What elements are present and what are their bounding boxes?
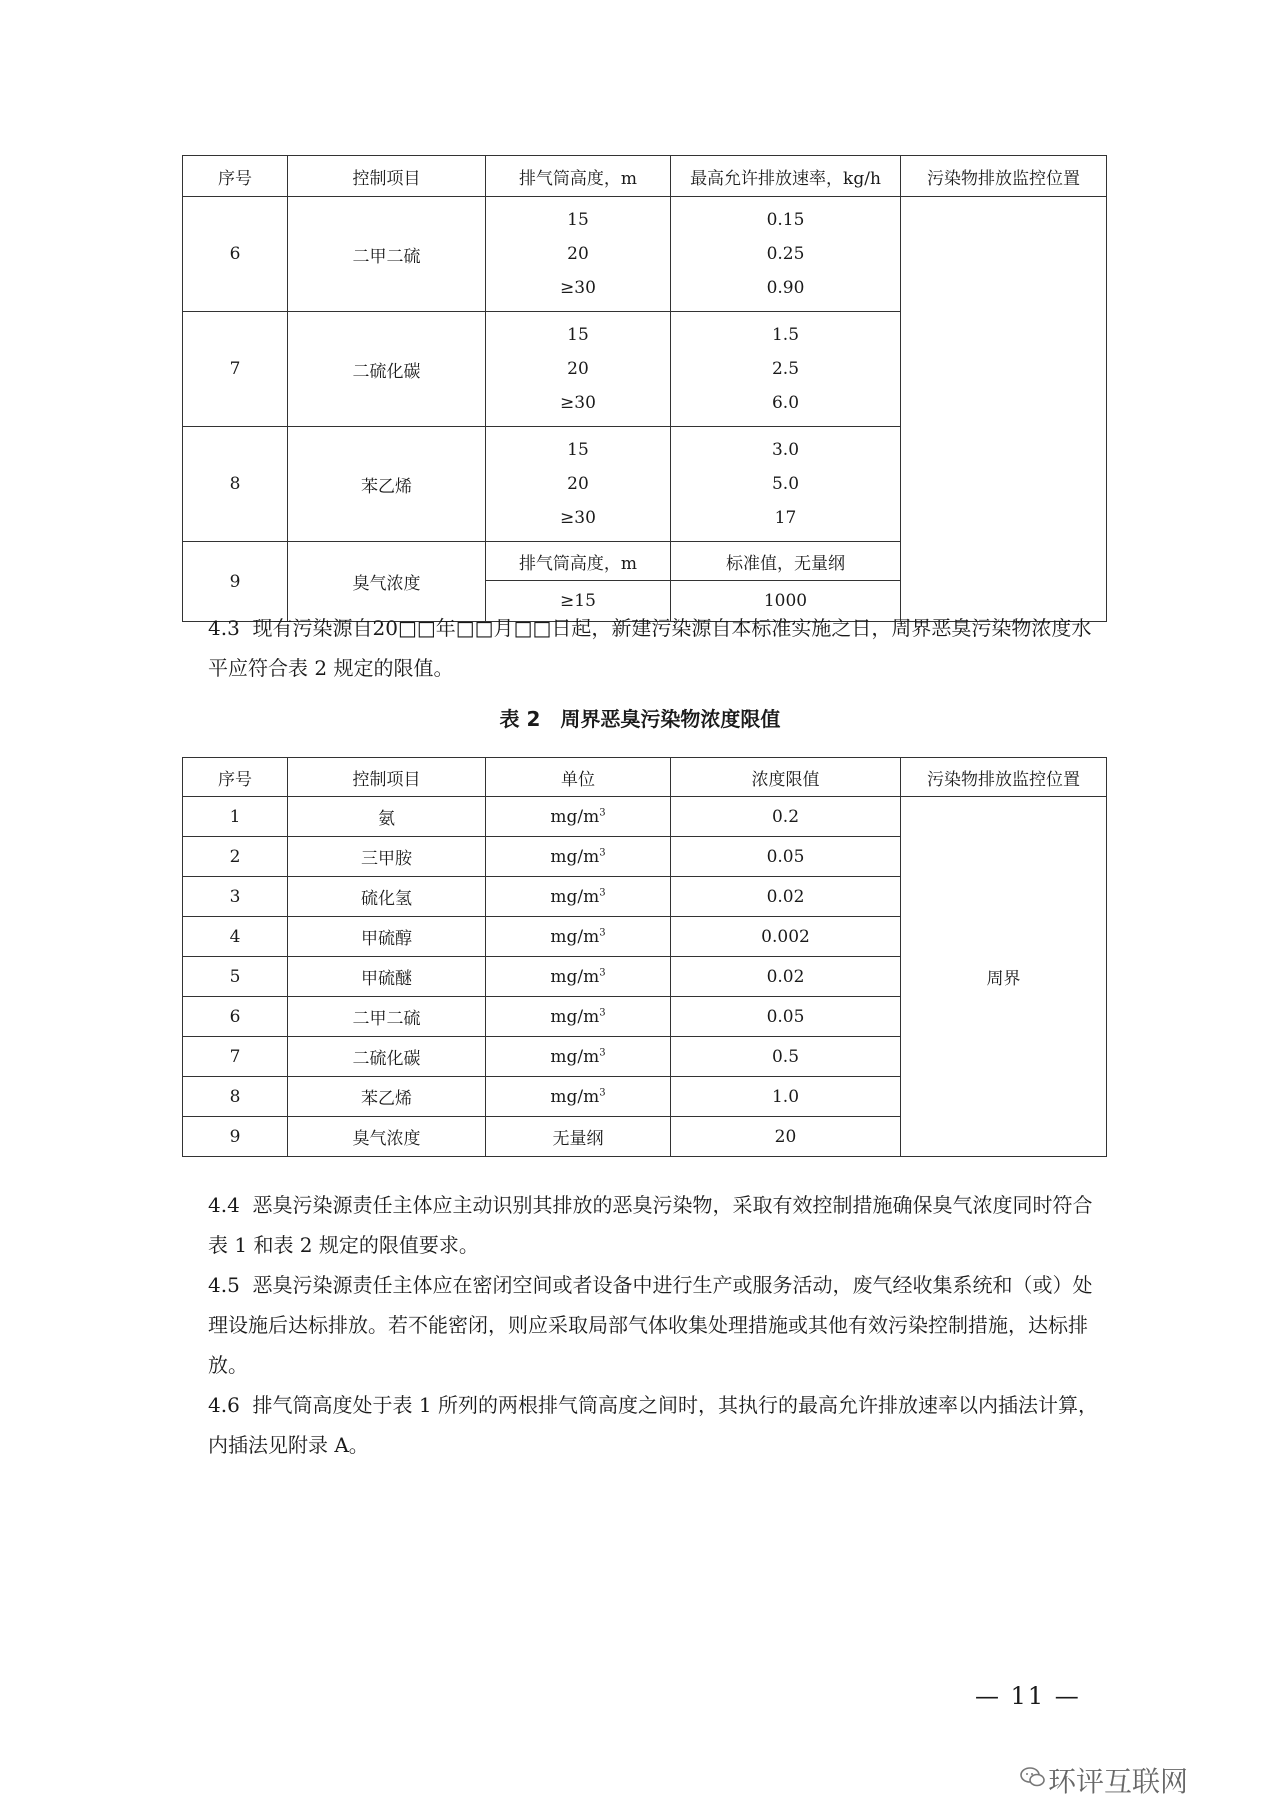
height-value: ≥30 (560, 278, 596, 298)
table-header-row (183, 156, 1107, 197)
header-cell: 控制项目 (288, 758, 486, 797)
header-cell: 污染物排放监控位置 (901, 758, 1107, 797)
page-number: — 11 — (975, 1682, 1081, 1710)
concentration-limit-table (182, 757, 1107, 1157)
header-cell: 浓度限值 (671, 758, 901, 797)
row-number: 7 (183, 1037, 288, 1077)
limit-value: 0.5 (671, 1037, 901, 1077)
table-header-row (183, 758, 1107, 797)
clause-number: 4.5 (208, 1273, 240, 1297)
rate-value: 6.0 (771, 393, 800, 413)
height-value: 15 (567, 210, 589, 230)
control-item: 二甲二硫 (288, 997, 486, 1037)
limit-value: 20 (671, 1117, 901, 1157)
header-cell: 排气筒高度，m (486, 156, 671, 197)
limit-value: 0.002 (671, 917, 901, 957)
emission-rates (671, 312, 901, 427)
height-value: 20 (567, 359, 589, 379)
clause-number: 4.6 (208, 1393, 240, 1417)
control-item: 氨 (288, 797, 486, 837)
rate-value: 0.15 (766, 210, 805, 230)
control-item: 二硫化碳 (288, 1037, 486, 1077)
control-item: 硫化氢 (288, 877, 486, 917)
height-value: 15 (567, 325, 589, 345)
row-number: 1 (183, 797, 288, 837)
standard-value: 1000 (671, 581, 901, 622)
table-row (183, 797, 1107, 837)
unit-cell: $mg/m^3$ (486, 837, 671, 877)
paragraph-4-6 (208, 1385, 1098, 1465)
height-value: 20 (567, 474, 589, 494)
height-value: 15 (567, 440, 589, 460)
limit-value: 0.02 (671, 957, 901, 997)
row-number: 4 (183, 917, 288, 957)
stack-heights (486, 197, 671, 312)
unit-cell: $mg/m^3$ (486, 917, 671, 957)
row-number: 7 (183, 312, 288, 427)
header-cell: 污染物排放监控位置 (901, 156, 1107, 197)
rate-value: 3.0 (771, 440, 800, 460)
limit-value: 0.2 (671, 797, 901, 837)
sub-header-cell: 标准值，无量纲 (671, 542, 901, 581)
unit-cell: $mg/m^3$ (486, 797, 671, 837)
control-item: 臭气浓度 (288, 1117, 486, 1157)
clause-number: 4.3 (208, 616, 240, 640)
unit-cell: 无量纲 (486, 1117, 671, 1157)
height-value: ≥30 (560, 508, 596, 528)
row-number: 5 (183, 957, 288, 997)
control-item: 甲硫醇 (288, 917, 486, 957)
row-number: 9 (183, 542, 288, 622)
row-number: 8 (183, 1077, 288, 1117)
emission-rate-table (182, 155, 1107, 622)
control-item: 臭气浓度 (288, 542, 486, 622)
paragraph-4-5 (208, 1265, 1098, 1385)
rate-value: 5.0 (771, 474, 800, 494)
emission-rates (671, 427, 901, 542)
clause-text: 排气筒高度处于表 1 所列的两根排气筒高度之间时，其执行的最高允许排放速率以内插法计算，内插法见附录 A。 (208, 1393, 1098, 1457)
unit-cell: $mg/m^3$ (486, 1037, 671, 1077)
monitoring-location-cell (901, 197, 1107, 622)
clause-text: 恶臭污染源责任主体应主动识别其排放的恶臭污染物，采取有效控制措施确保臭气浓度同时符合表 1 和表 2 规定的限值要求。 (208, 1193, 1093, 1257)
limit-value: 0.05 (671, 837, 901, 877)
paragraph-4-3 (208, 608, 1098, 688)
sub-header-cell: 排气筒高度，m (486, 542, 671, 581)
table-row (183, 197, 1107, 312)
rate-value: 17 (774, 508, 797, 528)
row-number: 9 (183, 1117, 288, 1157)
control-item: 甲硫醚 (288, 957, 486, 997)
clause-text: 恶臭污染源责任主体应在密闭空间或者设备中进行生产或服务活动，废气经收集系统和（或）处理设施后达标排放。若不能密闭，则应采取局部气体收集处理措施或其他有效污染控制措施，达标排放。 (208, 1273, 1093, 1377)
table-caption: 表 2 周界恶臭污染物浓度限值 (499, 707, 781, 731)
header-cell: 序号 (183, 156, 288, 197)
row-number: 6 (183, 197, 288, 312)
header-cell: 控制项目 (288, 156, 486, 197)
header-cell: 序号 (183, 758, 288, 797)
stack-heights (486, 312, 671, 427)
row-number: 2 (183, 837, 288, 877)
emission-rates (671, 197, 901, 312)
limit-value: 1.0 (671, 1077, 901, 1117)
row-number: 3 (183, 877, 288, 917)
unit-cell: $mg/m^3$ (486, 877, 671, 917)
rate-value: 1.5 (771, 325, 800, 345)
limit-value: 0.05 (671, 997, 901, 1037)
rate-value: 0.90 (766, 278, 805, 298)
rate-value: 2.5 (771, 359, 800, 379)
clause-number: 4.4 (208, 1193, 240, 1217)
header-cell: 最高允许排放速率，kg/h (671, 156, 901, 197)
rate-value: 0.25 (766, 244, 805, 264)
clause-text: 现有污染源自20□□年□□月□□日起，新建污染源自本标准实施之日，周界恶臭污染物浓度水平应符合表 2 规定的限值。 (208, 616, 1092, 680)
paragraph-4-4 (208, 1185, 1098, 1265)
header-cell: 单位 (486, 758, 671, 797)
monitoring-location: 周界 (901, 797, 1107, 1157)
control-item: 苯乙烯 (288, 427, 486, 542)
limit-value: 0.02 (671, 877, 901, 917)
height-value: 20 (567, 244, 589, 264)
control-item: 三甲胺 (288, 837, 486, 877)
watermark: 环评互联网 (1048, 1765, 1189, 1798)
row-number: 8 (183, 427, 288, 542)
stack-heights (486, 427, 671, 542)
height-value: ≥30 (560, 393, 596, 413)
control-item: 苯乙烯 (288, 1077, 486, 1117)
chat-bubble-icon (1020, 1766, 1046, 1788)
unit-cell: $mg/m^3$ (486, 1077, 671, 1117)
control-item: 二硫化碳 (288, 312, 486, 427)
height-value: ≥15 (486, 581, 671, 622)
unit-cell: $mg/m^3$ (486, 997, 671, 1037)
control-item: 二甲二硫 (288, 197, 486, 312)
unit-cell: $mg/m^3$ (486, 957, 671, 997)
row-number: 6 (183, 997, 288, 1037)
